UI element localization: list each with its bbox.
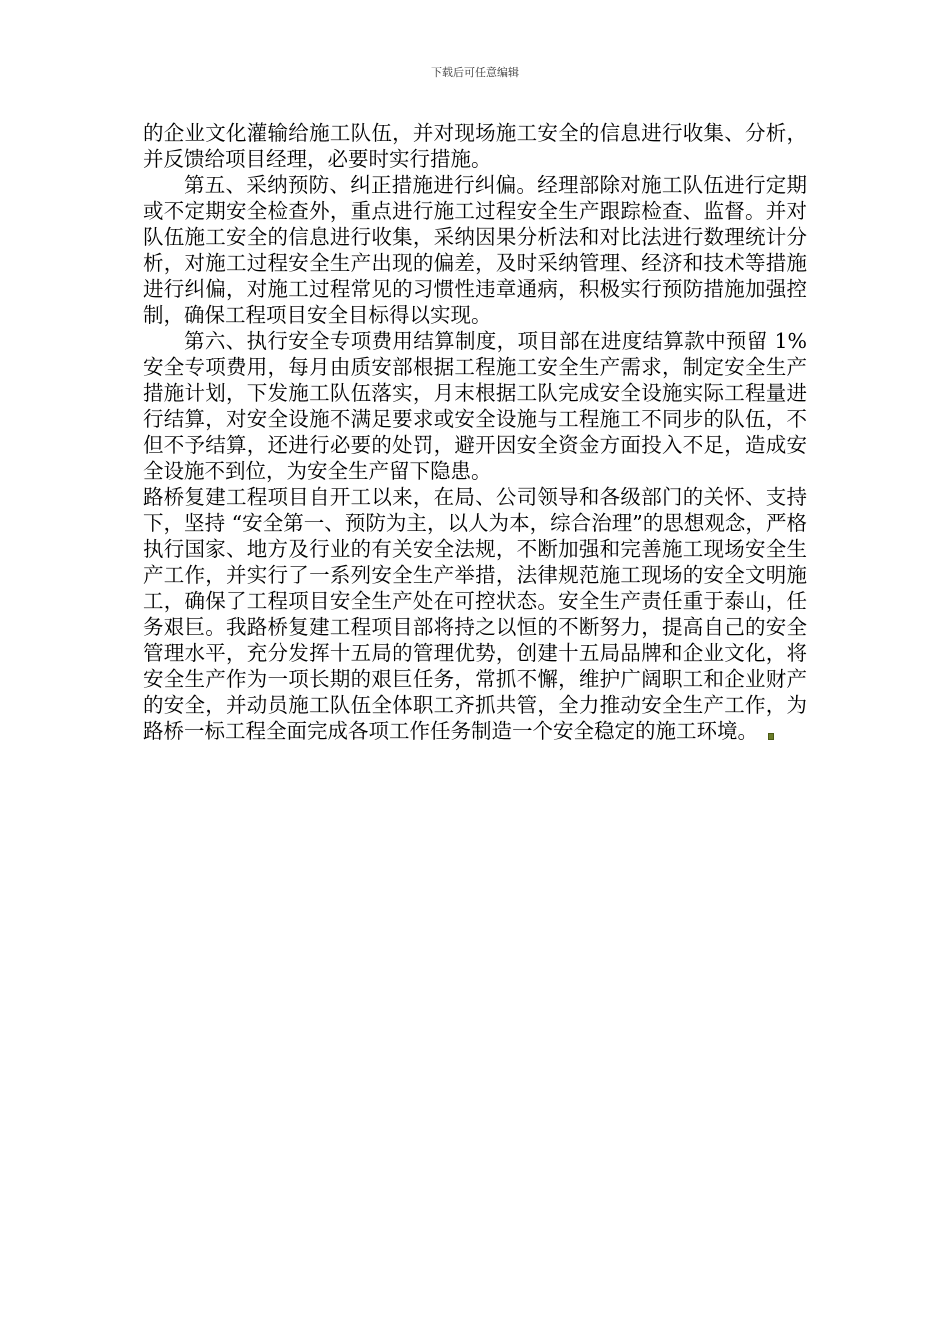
document-body	[143, 120, 807, 744]
paragraph-conclusion-text: 路桥复建工程项目自开工以来，在局、公司领导和各级部门的关怀、支持下，坚持 “安全第一、预防为主，以人为本，综合治理”的思想观念，严格执行国家、地方及行业的有关安全法规，不断加强和完善施工现场安全生产工作，并实行了一系列安全生产举措，法律规范施工现场的安全文明施工，确保了工程项目安全生产处在可控状态。安全生产责任重于泰山，任务艰巨。我路桥复建工程项目部将持之以恒的不断努力，提高自己的安全管理水平，充分发挥十五局的管理优势，创建十五局品牌和企业文化，将安全生产作为一项长期的艰巨任务，常抓不懈，维护广阔职工和企业财产的安全，并动员施工队伍全体职工齐抓共管，全力推动安全生产工作，为路桥一标工程全面完成各项工作任务制造一个安全稳定的施工环境。	[143, 485, 807, 743]
paragraph-conclusion	[143, 484, 807, 744]
page-header: 下载后可任意编辑	[431, 66, 519, 79]
paragraph-sixth-measure: 第六、执行安全专项费用结算制度，项目部在进度结算款中预留 1%安全专项费用，每月由质安部根据工程施工安全生产需求，制定安全生产措施计划，下发施工队伍落实，月末根据工队完成安全设施实际工程量进行结算，对安全设施不满足要求或安全设施与工程施工不同步的队伍，不但不予结算，还进行必要的处罚，避开因安全资金方面投入不足，造成安全设施不到位，为安全生产留下隐患。	[143, 329, 807, 483]
paragraph-continuation: 的企业文化灌输给施工队伍，并对现场施工安全的信息进行收集、分析，并反馈给项目经理，必要时实行措施。	[143, 121, 807, 171]
paragraph-fifth-measure: 第五、采纳预防、纠正措施进行纠偏。经理部除对施工队伍进行定期或不定期安全检查外，重点进行施工过程安全生产跟踪检查、监督。并对队伍施工安全的信息进行收集，采纳因果分析法和对比法进行数理统计分析，对施工过程安全生产出现的偏差，及时采纳管理、经济和技术等措施进行纠偏，对施工过程常见的习惯性违章通病，积极实行预防措施加强控制，确保工程项目安全目标得以实现。	[143, 173, 807, 327]
end-mark-icon	[768, 733, 774, 740]
